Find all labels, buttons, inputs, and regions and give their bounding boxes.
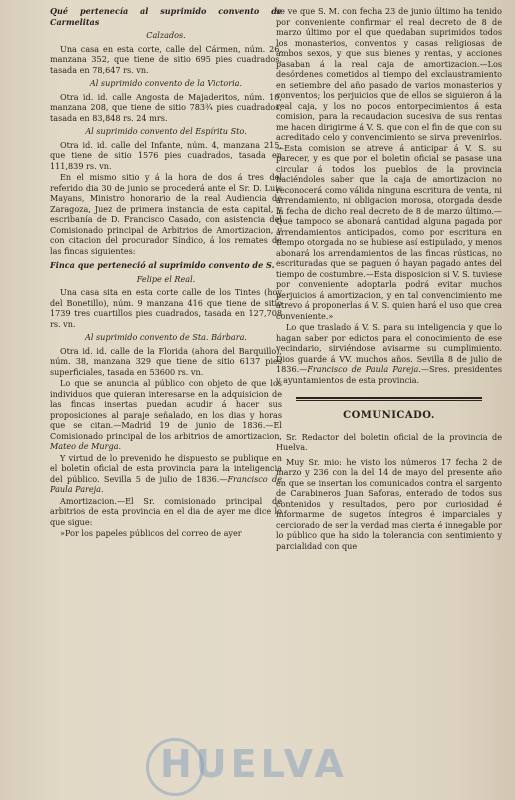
subheading-santa-barbara: Al suprimido convento de Sta. Bárbara.: [84, 332, 248, 342]
paragraph: Una casa sita en esta corte calle de los Tintes (hoy del Bonetillo), núm. 9 manzana 416 que tiene de sitio 1739 tres cuartillos pies cuadrados, tasada en 127,708 rs. vn.: [50, 287, 282, 329]
paragraph: »Por los papeles públicos del correo de ayer: [60, 528, 242, 538]
signature-pareja: Francisco de Paula Pareja.: [307, 364, 421, 374]
signature-murga: Mateo de Murga.: [50, 441, 122, 451]
left-column: [50, 6, 282, 540]
signature-pareja: Francisco de Paula Pareja.: [50, 473, 282, 494]
subheading-victoria: Al suprimido convento de la Victoria.: [89, 78, 243, 88]
section-divider: [296, 397, 482, 401]
paragraph-publication: Y virtud de lo prevenido he dispuesto se publique en el boletin oficial de esta provincia para la inteligencia del público. Sevilla 5 de julio de 1836.—Francisco de Paula Pareja.: [50, 452, 282, 494]
paragraph: Otra id. id. calle de la Florida (ahora del Barquillo), núm. 38, manzana 329 que tiene de sitio 6137 pies superficiales, tasada en 53600 rs. vn.: [50, 345, 282, 377]
heading-carmelitas: Qué pertenecía al suprimido convento de Carmelitas: [50, 6, 282, 27]
paragraph: se ve que S. M. con fecha 23 de junio último ha tenido por conveniente confirmar el real decreto de 8 de marzo último por el que quedaban suprimidos todos los monasterios, conventos y casas religiosas de ambos sexos, y que sus bienes y rentas, y acciones pasaban á la real caja de amortizacion.—Los desórdenes cometidos al tiempo del exclaustramiento en setiembre del año pasado de varios monasterios y conventos; los perjuicios que de ellos se siguieron á la real caja, y los no pocos entorpecimientos á esta comision, para la recaudacion sucesiva de sus rentas me hacen dirigirme á V. S. que con el fin de que con su acreditado celo y convencimiento se sirva prevenirlos.—Esta comision se atreve á anticipar á V. S. su parecer, y es que por el boletin oficial se pasase una circular á todos los pueblos de la provincia haciéndoles saber que la caja de amortizacion no reconocerá como válida ninguna escritura de venta, ni arrendamiento, ni obligacion morosa, otorgada desde la fecha de dicho real decreto de 8 de marzo último.—Que tampoco se abonará cantidad alguna pagada por arrendamientos anticipados, como por escritura en tiempo otorgada no se hubiese así estipulado, y menos abonará los arrendamientos de las fincas rústicas, no escrituradas que se paguen ó hayan pagado antes del tiempo de costumbre.—Esta disposicion si V. S. tuviese por conveniente adoptarla podrá evitar muchos perjuicios á amortizacion, y en tal convencimiento me atrevo á proponerlas á V. S. quien hará el uso que crea conveniente.»: [276, 6, 502, 321]
paragraph: Muy Sr. mio: he visto los números 17 fecha 2 de marzo y 236 con la del 14 de mayo del presente año en que se insertan los comunicados contra el sargento de Carabineros Juan Saforas, enterado de todos sus contenidos y resultados, pero por curiosidad é informarme de sugetos íntegros é imparciales y cerciorado de ser la verdad mas cierta é innegable por lo público que ha sido la tolerancia con sentimiento y parcialidad con que: [276, 456, 502, 551]
paragraph: Amortizacion.—El Sr. comisionado principal de arbitrios de esta provincia en el dia de ayer me dice lo que sigue:: [50, 495, 282, 527]
paragraph: Una casa en esta corte, calle del Cármen, núm. 26, manzana 352, que tiene de sitio 695 pies cuadrados, tasada en 78,647 rs. vn.: [50, 43, 282, 75]
paragraph-salutation: Sr. Redactor del boletin oficial de la provincia de Huelva.: [276, 431, 502, 452]
paragraph: En el mismo sitio y á la hora de dos á tres del referido dia 30 de junio se procederá ante el Sr. D. Luis Mayans, Ministro honorario de la real Audiencia de Zaragoza, Juez de primera instancia de esta capital, y escribanía de D. Francisco Casado, con asistencia del Comisionado principal de Arbitrios de Amortizacion, y con citacion del procurador Síndico, á los remates de las fincas siguientes:: [50, 172, 282, 256]
right-column: [276, 6, 502, 552]
paragraph: Otra id. id. calle Angosta de Majaderitos, núm. 10, manzana 208, que tiene de sitio 783¾ pies cuadrados, tasada en 83,848 rs. 24 mrs.: [50, 91, 282, 123]
paragraph-traslado: Lo que traslado á V. S. para su inteligencia y que lo hagan saber por edictos para el conocimiento de ese vecindario, sirviéndose avisarme su cumplimiento. Dios guarde á VV. muchos años. Sevilla 8 de julio de 1836.—Francisco de Paula Pareja.—Sres. presidentes y ayuntamientos de esta provincia.: [276, 322, 502, 385]
paragraph: Otra id. id. calle del Infante, núm. 4, manzana 215, que tiene de sitio 1576 pies cuadrados, tasada en 111,839 rs. vn.: [50, 139, 282, 171]
paragraph-announcement: Lo que se anuncia al público con objeto de que los individuos que quieran interesarse en la adquisicion de las fincas insertas puedan acudir á hacer sus proposiciones al paraje señalado, en los dias y horas que se citan.—Madrid 19 de junio de 1836.—El Comisionado principal de los arbitrios de amortizacion, Mateo de Murga.: [50, 378, 282, 451]
subheading-felipe-el-real: Felipe el Real.: [136, 273, 196, 284]
heading-felipe: Finca que perteneció al suprimido convento de S.: [50, 260, 275, 270]
watermark-huelva: HUELVA: [160, 742, 348, 786]
section-title-comunicado: COMUNICADO.: [343, 410, 435, 421]
subheading-calzados: Calzados.: [146, 30, 186, 40]
subheading-espiritu-santo: Al suprimido convento del Espíritu Sto.: [85, 126, 247, 136]
